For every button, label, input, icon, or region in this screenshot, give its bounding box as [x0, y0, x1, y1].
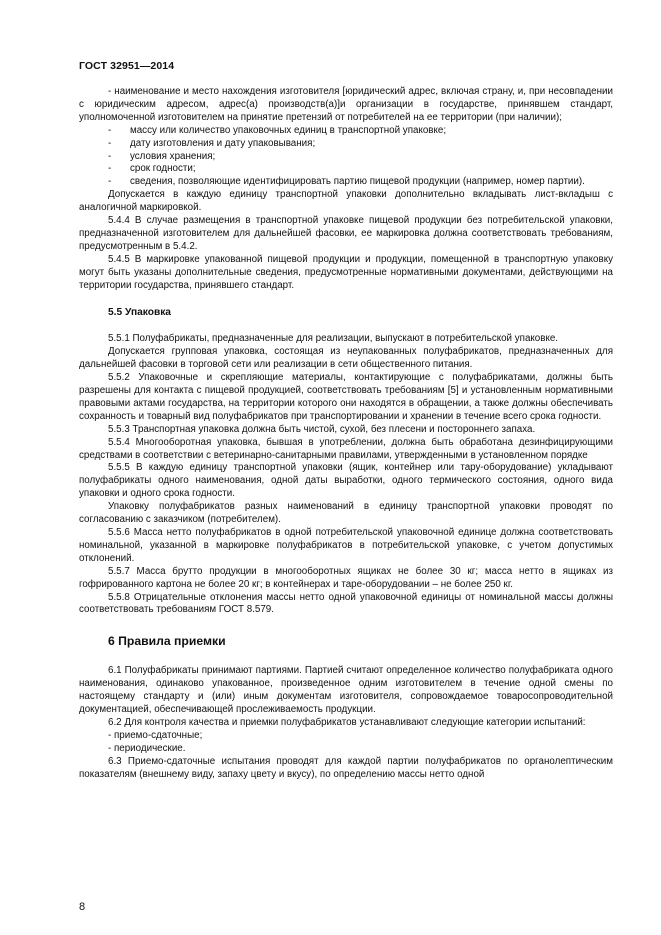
paragraph: 5.5.7 Масса брутто продукции в многооборотных ящиках не более 30 кг; масса нетто в ящиках из гофрированного картона не более 20 кг; в контейнерах и таре-оборудовании – не более 250 кг.: [79, 565, 613, 590]
list-item: [79, 176, 613, 189]
paragraph: 5.5.2 Упаковочные и скрепляющие материалы, контактирующие с полуфабрикатами, должны быть разрешены для контакта с пищевой продукцией, соответствовать требованиям [5] и установленным нормативными правовыми актами государства, на территории которого они находятся в обращении, а также должны обеспечивать сохранность и товарный вид полуфабрикатов при транспортировании и хранении в течение всего срока годности.: [79, 372, 613, 422]
list-item-text: срок годности;: [130, 163, 196, 175]
paragraph: 5.5.5 В каждую единицу транспортной упаковки (ящик, контейнер или тару-оборудование) укладывают полуфабрикаты одного наименования, одной даты выработки, одного термического состояния, одного вида упаковки и одного срока годности.: [79, 462, 613, 500]
paragraph: 6.3 Приемо-сдаточные испытания проводят для каждой партии полуфабрикатов по органолептическим показателям (внешнему виду, запаху цвету и вкусу), по определению массы нетто одной: [79, 755, 613, 780]
paragraph: 5.5.4 Многооборотная упаковка, бывшая в употреблении, должна быть обработана дезинфицирующими средствами в соответствии с ветеринарно-санитарными правилами, утвержденными в установленном порядке: [79, 436, 613, 461]
list-item-text: массу или количество упаковочных единиц в транспортной упаковке;: [130, 124, 447, 136]
subsection-heading: 5.5 Упаковка: [108, 306, 171, 318]
paragraph: - наименование и место нахождения изготовителя [юридический адрес, включая страну, и, при несовпадении с юридическим адресом, адрес(а) производств(а)]и организации в государстве, принявшем стандарт, уполномоченной изготовителем на принятие претензий от потребителей на ее территории (при наличии);: [79, 86, 613, 123]
paragraph: Допускается в каждую единицу транспортной упаковки дополнительно вкладывать лист-вкладыш с аналогичной маркировкой.: [79, 189, 613, 214]
paragraph: Допускается групповая упаковка, состоящая из неупакованных полуфабрикатов, предназначенных для дальнейшей фасовки в торговой сети или реализации в сети общественного питания.: [79, 346, 613, 371]
page-number: 8: [79, 901, 86, 913]
list-dash-marker: -: [108, 124, 112, 136]
section-heading: 6 Правила приемки: [108, 634, 226, 649]
list-dash-marker: -: [108, 176, 112, 188]
paragraph: 5.5.6 Масса нетто полуфабрикатов в одной потребительской упаковочной единице должна соответствовать номинальной, указанной в маркировке полуфабрикатов в потребительской упаковке, с учетом допустимых отклонений.: [79, 527, 613, 564]
paragraph: 5.5.3 Транспортная упаковка должна быть чистой, сухой, без плесени и постороннего запаха.: [108, 423, 536, 435]
paragraph: 6.2 Для контроля качества и приемки полуфабрикатов устанавливают следующие категории испытаний:: [108, 716, 586, 728]
paragraph: 5.4.5 В маркировке упакованной пищевой продукции и продукции, помещенной в транспортную упаковку могут быть указаны дополнительные сведения, предусмотренные нормативными документами, действующими на территории государства, принявшего стандарт.: [79, 253, 613, 291]
document-header: ГОСТ 32951—2014: [79, 60, 175, 72]
list-dash-marker: -: [108, 150, 112, 162]
paragraph: 6.1 Полуфабрикаты принимают партиями. Партией считают определенное количество полуфабриката одного наименования, одинаково упакованное, произведенное одним изготовителем в течение одной смены по настоящему стандарту и (или) иным документам изготовителя, сопровождаемое товаросопроводительной документацией, обеспечивающей прослеживаемость продукции.: [79, 665, 613, 715]
list-dash-marker: -: [108, 163, 112, 175]
list-dash-marker: -: [108, 137, 112, 149]
list-item-text: дату изготовления и дату упаковывания;: [130, 137, 316, 149]
paragraph: - периодические.: [108, 742, 186, 754]
list-item-text: условия хранения;: [130, 150, 216, 162]
paragraph: 5.5.1 Полуфабрикаты, предназначенные для реализации, выпускают в потребительской упаковке.: [108, 333, 559, 345]
list-item: [79, 151, 613, 164]
paragraph: - приемо-сдаточные;: [108, 729, 203, 741]
paragraph: 5.5.8 Отрицательные отклонения массы нетто одной упаковочной единицы от номинальной массы должны соответствовать требованиям ГОСТ 8.579.: [79, 591, 613, 616]
paragraph: Упаковку полуфабрикатов разных наименований в единицу транспортной упаковки проводят по согласованию с заказчиком (потребителем).: [79, 501, 613, 526]
list-item: [79, 125, 613, 138]
document-body: [79, 86, 613, 781]
list-item: [79, 138, 613, 151]
list-item-text: сведения, позволяющие идентифицировать партию пищевой продукции (например, номер партии).: [130, 176, 585, 188]
paragraph: 5.4.4 В случае размещения в транспортной упаковке пищевой продукции без потребительской упаковки, предназначенной изготовителем для дальнейшей фасовки, ее маркировка должна соответствовать требованиям, предусмотренным в 5.4.2.: [79, 215, 613, 252]
list-item: [79, 163, 613, 176]
